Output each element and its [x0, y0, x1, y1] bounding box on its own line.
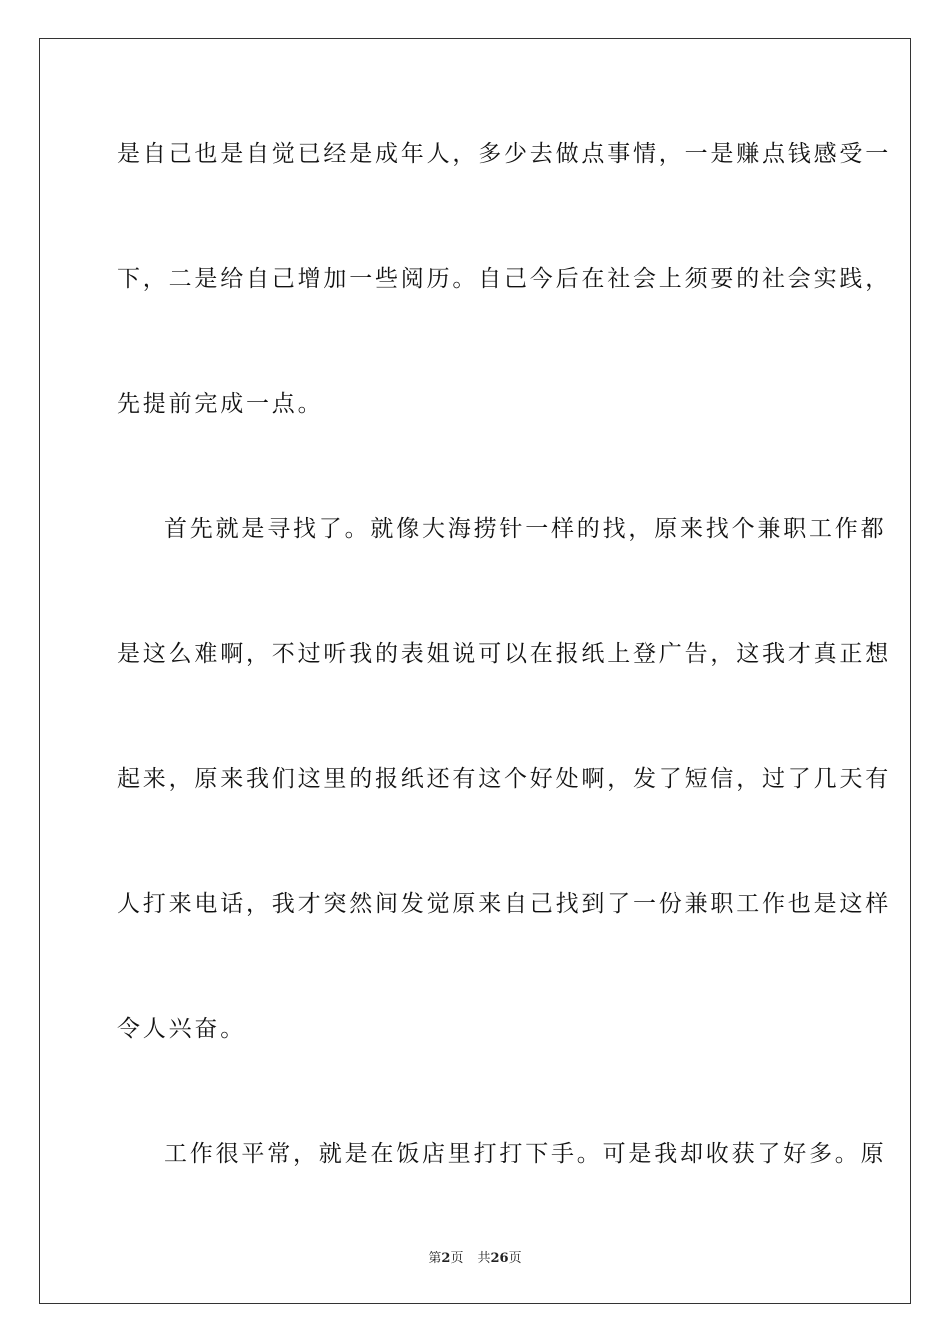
paragraph-3 [117, 1134, 887, 1259]
page-footer [0, 1247, 950, 1266]
text-line: 工作很平常，就是在饭店里打打下手。可是我却收获了好多。原 [164, 1141, 887, 1167]
text-line: 首先就是寻找了。就像大海捞针一样的找，原来找个兼职工作都 [164, 516, 887, 542]
text-line: 下，二是给自己增加一些阅历。自己今后在社会上须要的社会实践， [117, 266, 891, 292]
text-line: 起来，原来我们这里的报纸还有这个好处啊，发了短信，过了几天有 [117, 766, 891, 792]
page-number: 2 [441, 1251, 451, 1266]
text-line: 令人兴奋。 [117, 1016, 246, 1042]
text-line: 是这么难啊，不过听我的表姐说可以在报纸上登广告，这我才真正想 [117, 641, 891, 667]
text-line: 先提前完成一点。 [117, 391, 324, 417]
paragraph-2 [117, 509, 891, 1134]
total-pages: 26 [490, 1251, 509, 1266]
total-prefix: 共 [477, 1251, 491, 1266]
page-prefix: 第 [428, 1251, 442, 1266]
total-suffix: 页 [508, 1251, 522, 1266]
text-line: 人打来电话，我才突然间发觉原来自己找到了一份兼职工作也是这样 [117, 891, 891, 917]
text-line: 是自己也是自觉已经是成年人，多少去做点事情，一是赚点钱感受一 [117, 141, 891, 167]
paragraph-1 [117, 134, 891, 509]
page-suffix: 页 [450, 1251, 464, 1266]
